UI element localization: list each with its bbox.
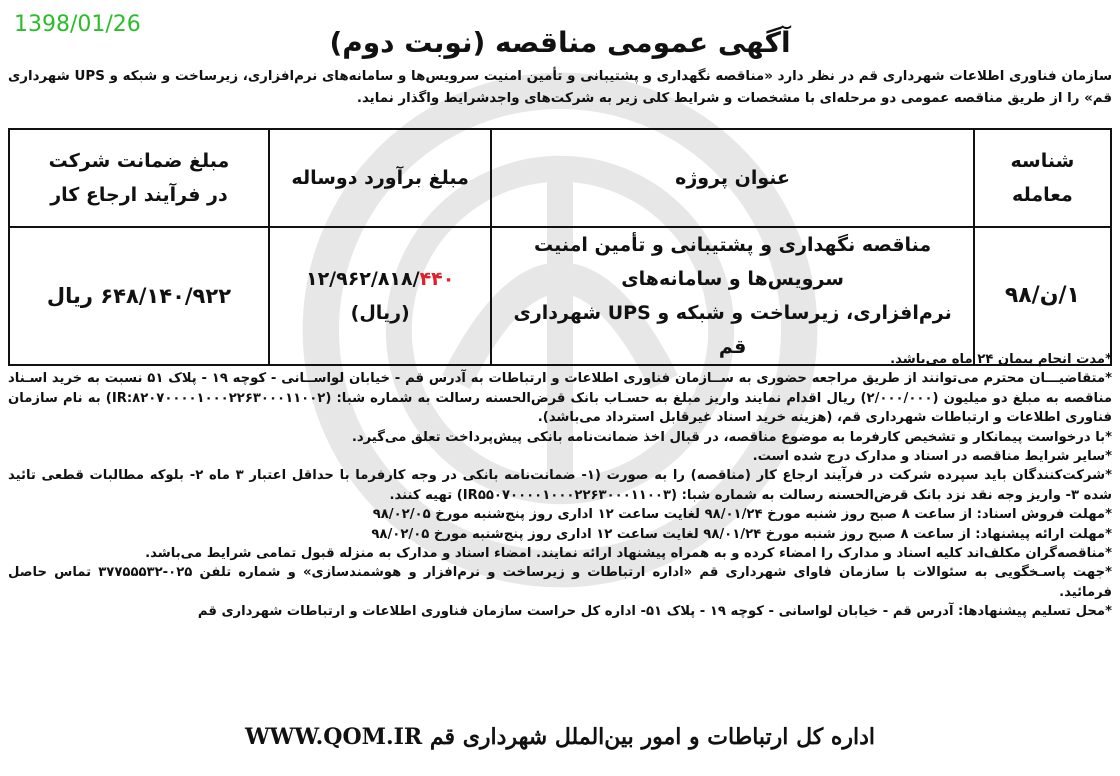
page-title: آگهی عمومی مناقصه (نوبت دوم) bbox=[329, 26, 791, 59]
cell-estimate bbox=[269, 227, 491, 365]
list-item: *مهلت فروش اسناد: از ساعت ۸ صبح روز شنبه مورخ ۹۸/۰۱/۲۴ لغایت ساعت ۱۲ اداری روز پنج‌شنبه مورخ ۹۸/۰۲/۰۵ bbox=[372, 507, 1112, 523]
intro-paragraph: سازمان فناوری اطلاعات شهرداری قم در نظر دارد «مناقصه نگهداری و پشتیبانی و تأمین امنیت سرویس‌ها و سامانه‌های نرم‌افزاری، زیرساخت و شبکه و UPS شهرداری قم» را از طریق مناقصه عمومی دو مرحله‌ای با مشخصات و شرایط کلی زیر به شرکت‌های واجدشرایط واگذار نماید. bbox=[8, 69, 1112, 106]
list-item: *با درخواست پیمانکار و تشخیص کارفرما به موضوع مناقصه، در قبال اخذ ضمانت‌نامه بانکی پیش‌پرداخت تعلق می‌گیرد. bbox=[351, 429, 1112, 445]
terms-list bbox=[8, 350, 1112, 622]
header-project-title: عنوان پروژه bbox=[491, 129, 973, 227]
cell-guarantee: ۶۴۸/۱۴۰/۹۲۲ ریال bbox=[9, 227, 269, 365]
header-transaction-id: شناسه معامله bbox=[974, 129, 1111, 227]
table-row bbox=[9, 227, 1111, 365]
list-item: *شرکت‌کنندگان باید سپرده شرکت در فرآیند ارجاع کار (مناقصه) را به صورت (۱- ضمانت‌نامه بانکی در وجه کارفرما با حداقل اعتبار ۳ ماه ۲- بلوکه مطالبات قطعی تائید شده ۳- واریز وجه نقد نزد بانک قرض‌الحسنه رسالت به شماره شبا: (IR۵۵۰۷۰۰۰۰۱۰۰۰۲۲۶۳۰۰۰۱۱۰۰۳) تهیه کنند. bbox=[8, 468, 1112, 503]
list-item: *مدت انجام پیمان ۲۴ ماه می‌باشد. bbox=[890, 352, 1112, 367]
list-item: *سایر شرایط مناقصه در اسناد و مدارک درج شده است. bbox=[752, 449, 1112, 465]
list-item: *متقاضیـــان محترم می‌توانند از طریق مراجعه حضوری به ســازمان فناوری اطلاعات و ارتباطات به آدرس قم - خیابان لواســانی - کوچه ۱۹ - پلاک ۵۱ نسبت به خرید اسـناد مناقصه به مبلغ دو میلیون (۲/۰۰۰/۰۰۰) ریال اقدام نمایند واریز مبلغ به حسـاب بانک قرض‌الحسنه رسالت به شماره شبا: (IR:۸۲۰۷۰۰۰۰۱۰۰۰۲۲۶۳۰۰۰۱۱۰۰۲) به نام سازمان فناوری اطلاعات و ارتباطات شهرداری قم، (هزینه خرید اسناد غیرقابل استرداد می‌باشد). bbox=[8, 371, 1113, 426]
cell-transaction-id: ۱/ن/۹۸ bbox=[974, 227, 1111, 365]
estimate-amount-highlight: ۴۴۰ bbox=[419, 268, 455, 290]
table-header-row bbox=[9, 129, 1111, 227]
list-item: *مناقصه‌گران مکلف‌اند کلیه اسناد و مدارک را امضاء کرده و به همراه پیشنهاد ارائه نمایند. امضاء اسناد و مدارک به منزله قبول تمامی شرایط می‌باشد. bbox=[145, 546, 1112, 562]
header-guarantee: مبلغ ضمانت شرکت در فرآیند ارجاع کار bbox=[9, 129, 269, 227]
estimate-unit: (ریال) bbox=[350, 302, 410, 324]
footer-signature: اداره کل ارتباطات و امور بین‌الملل شهرداری قم WWW.QOM.IR bbox=[244, 724, 876, 750]
tender-table bbox=[8, 128, 1112, 366]
cell-project-title: مناقصه نگهداری و پشتیبانی و تأمین امنیت سرویس‌ها و سامانه‌های نرم‌افزاری، زیرساخت و شبکه و UPS شهرداری قم bbox=[491, 227, 973, 365]
header-estimate: مبلغ برآورد دوساله bbox=[269, 129, 491, 227]
list-item: *محل تسلیم پیشنهادها: آدرس قم - خیابان لواسانی - کوچه ۱۹ - پلاک ۵۱- اداره کل حراست سازمان فناوری اطلاعات و ارتباطات شهرداری قم bbox=[197, 604, 1112, 620]
estimate-amount: ۱۲/۹۶۲/۸۱۸/ bbox=[305, 268, 420, 290]
list-item: *مهلت ارائه پیشنهاد: از ساعت ۸ صبح روز شنبه مورخ ۹۸/۰۱/۲۴ لغایت ساعت ۱۲ اداری روز پنج‌شنبه مورخ ۹۸/۰۲/۰۵ bbox=[371, 526, 1112, 542]
list-item: *جهت پاسـخگویی به سئوالات با سازمان فاوای شهرداری قم «اداره ارتباطات و زیرساخت و نرم‌افزار و هوشمندسازی» و شماره تلفن ۰۲۵-۳۷۷۵۵۵۳۲ تماس حاصل فرمائید. bbox=[8, 565, 1112, 600]
publish-date: 1398/01/26 bbox=[14, 12, 141, 37]
